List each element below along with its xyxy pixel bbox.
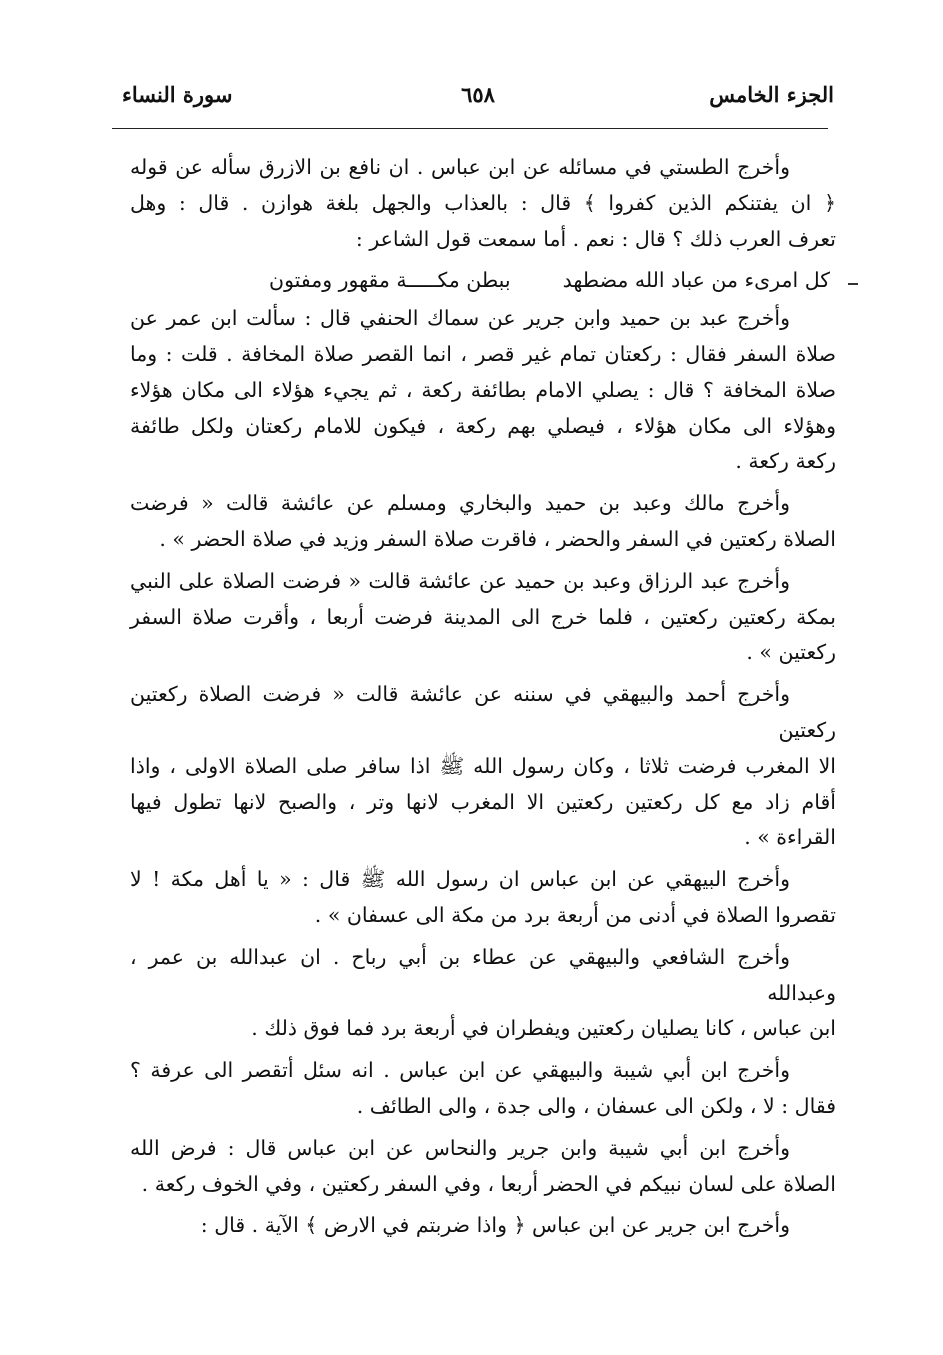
text-line: بمكة ركعتين ركعتين ، فلما خرج الى المدينة فرضت أربعا ، وأقرت صلاة السفر bbox=[130, 604, 836, 629]
paragraph bbox=[130, 940, 836, 1047]
paragraph bbox=[130, 1131, 836, 1203]
text-line: وهؤلاء الى مكان هؤلاء ، فيصلي بهم ركعة ، فيكون للامام ركعتان ولكل طائفة bbox=[130, 413, 836, 438]
text-line: فقال : لا ، ولكن الى عسفان ، والى جدة ، والى الطائف . bbox=[356, 1093, 836, 1118]
paragraph bbox=[130, 1208, 836, 1244]
verse-hemistich: ببطن مكـــــة مقهور ومفتون bbox=[269, 268, 511, 293]
text-line: أقام زاد مع كل ركعتين ركعتين الا المغرب لانها وتر ، والصبح لانها تطول فيها bbox=[130, 789, 836, 814]
margin-mark bbox=[848, 283, 858, 285]
paragraph bbox=[130, 301, 836, 480]
text-line: صلاة السفر فقال : ركعتان تمام غير قصر ، انما القصر صلاة المخافة . قلت : وما bbox=[130, 341, 836, 366]
paragraph bbox=[130, 862, 836, 934]
text-line: القراءة » . bbox=[744, 825, 836, 850]
text-line: تعرف العرب ذلك ؟ قال : نعم . أما سمعت قول الشاعر : bbox=[355, 226, 836, 251]
text-line: ابن عباس ، كانا يصليان ركعتين ويفطران في أربعة برد فما فوق ذلك . bbox=[251, 1016, 836, 1041]
text-line: الا المغرب فرضت ثلاثا ، وكان رسول الله ﷺ اذا سافر صلى الصلاة الاولى ، واذا bbox=[130, 753, 836, 778]
text-line: وأخرج الشافعي والبيهقي عن عطاء بن أبي رباح . ان عبدالله بن عمر ، وعبدالله bbox=[130, 944, 836, 1005]
text-line: وأخرج ابن أبي شيبة وابن جرير والنحاس عن ابن عباس قال : فرض الله bbox=[130, 1135, 790, 1160]
paragraph bbox=[130, 150, 836, 257]
paragraph bbox=[130, 564, 836, 671]
text-line: وأخرج ابن جرير عن ابن عباس ﴿ واذا ضربتم في الارض ﴾ الآية . قال : bbox=[200, 1213, 790, 1238]
text-line: تقصروا الصلاة في أدنى من أربعة برد من مكة الى عسفان » . bbox=[314, 902, 836, 927]
part-title: الجزء الخامس bbox=[709, 82, 834, 107]
text-line: وأخرج مالك وعبد بن حميد والبخاري ومسلم عن عائشة قالت « فرضت bbox=[130, 491, 790, 516]
page-number: ٦٥٨ bbox=[461, 82, 495, 107]
text-line: وأخرج ابن أبي شيبة والبيهقي عن ابن عباس . انه سئل أتقصر الى عرفة ؟ bbox=[130, 1058, 790, 1083]
text-line: وأخرج عبد بن حميد وابن جرير عن سماك الحنفي قال : سألت ابن عمر عن bbox=[130, 306, 790, 331]
text-line: صلاة المخافة ؟ قال : يصلي الامام بطائفة ركعة ، ثم يجيء هؤلاء الى مكان هؤلاء bbox=[130, 377, 836, 402]
paragraph bbox=[130, 677, 836, 856]
verse-hemistich: كل امرىء من عباد الله مضطهد bbox=[562, 268, 830, 293]
page-header bbox=[122, 82, 834, 122]
text-line: وأخرج عبد الرزاق وعبد بن حميد عن عائشة قالت « فرضت الصلاة على النبي bbox=[130, 568, 790, 593]
text-line: الصلاة على لسان نبيكم في الحضر أربعا ، وفي السفر ركعتين ، وفي الخوف ركعة . bbox=[141, 1171, 836, 1196]
text-line: وأخرج البيهقي عن ابن عباس ان رسول الله ﷺ قال : « يا أهل مكة ! لا bbox=[130, 867, 790, 892]
text-line: ركعة ركعة . bbox=[735, 449, 836, 474]
surah-title: سورة النساء bbox=[122, 82, 233, 107]
header-rule bbox=[112, 128, 828, 129]
text-line: الصلاة ركعتين في السفر والحضر ، فاقرت صلاة السفر وزيد في صلاة الحضر » . bbox=[159, 526, 836, 551]
text-line: ركعتين » . bbox=[746, 640, 836, 665]
text-line: ﴿ ان يفتنكم الذين كفروا ﴾ قال : بالعذاب والجهل بلغة هوازن . قال : وهل bbox=[130, 190, 836, 215]
paragraph bbox=[130, 1053, 836, 1125]
paragraph bbox=[130, 486, 836, 558]
text-line: وأخرج أحمد والبيهقي في سننه عن عائشة قالت « فرضت الصلاة ركعتين ركعتين bbox=[130, 682, 836, 742]
poetry-verse bbox=[130, 263, 836, 299]
page-body bbox=[130, 150, 836, 1250]
text-line: وأخرج الطستي في مسائله عن ابن عباس . ان نافع بن الازرق سأله عن قوله bbox=[130, 155, 790, 179]
